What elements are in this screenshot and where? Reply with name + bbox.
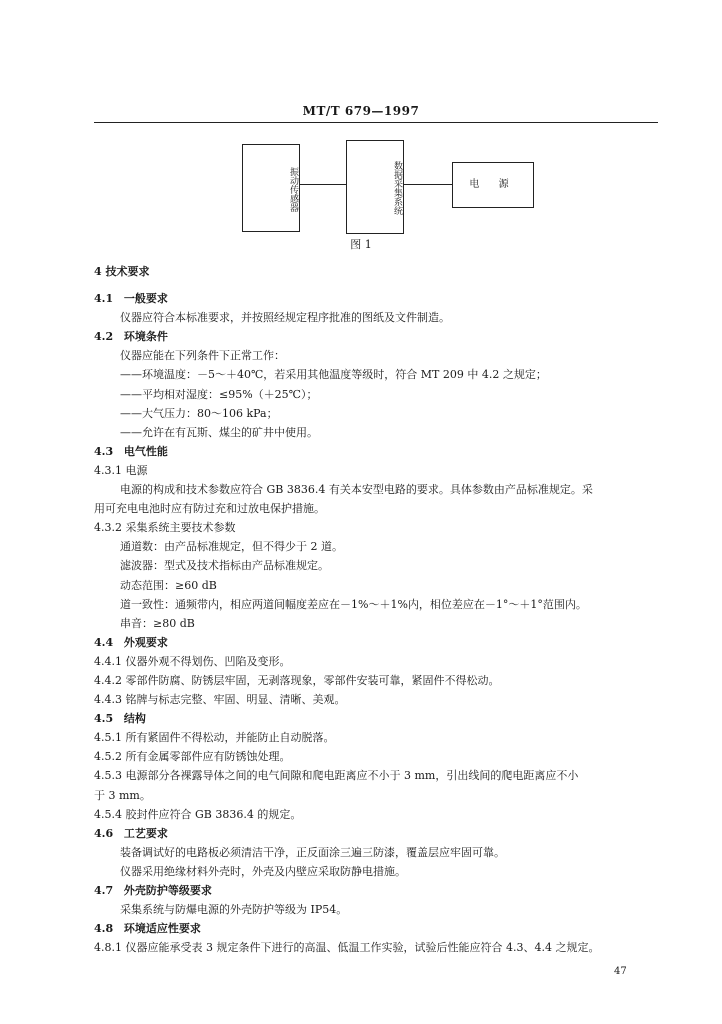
- power-box: [452, 162, 534, 208]
- s46-line2: 仪器采用绝缘材料外壳时，外壳及内壁应采取防静电措施。: [120, 864, 406, 878]
- s45-num: 4.5: [94, 712, 114, 726]
- section-4-title: 4 技术要求: [94, 265, 150, 278]
- header-code: MT/T 679—1997: [302, 104, 420, 118]
- connector-2: [404, 184, 452, 185]
- s441-text: 仪器外观不得划伤、凹陷及变形。: [125, 654, 291, 668]
- s453-num: 4.5.3: [94, 769, 122, 783]
- s47-text: 采集系统与防爆电源的外壳防护等级为 IP54。: [120, 903, 348, 917]
- s46-num: 4.6: [94, 826, 114, 840]
- s42-item: ——大气压力：80～106 kPa；: [120, 406, 278, 420]
- s43-num: 4.3: [94, 444, 114, 458]
- s432-item: 动态范围：≥60 dB: [120, 578, 217, 592]
- s41-title: 一般要求: [123, 292, 168, 306]
- s441-num: 4.4.1: [94, 654, 122, 668]
- s452-num: 4.5.2: [94, 750, 122, 764]
- s41-text: 仪器应符合本标准要求，并按照经规定程序批准的图纸及文件制造。: [120, 311, 450, 325]
- s432-item: 滤波器：型式及技术指标由产品标准规定。: [120, 559, 329, 573]
- s42-item: ——平均相对湿度：≤95%（＋25℃）；: [120, 387, 318, 401]
- s44-title: 外观要求: [123, 635, 168, 649]
- daq-box: [346, 140, 404, 234]
- s46-title: 工艺要求: [123, 826, 168, 840]
- s431-title: 电源: [125, 463, 148, 477]
- s432-item: 通道数：由产品标准规定，但不得少于 2 道。: [120, 540, 343, 554]
- power-label: 电 源: [469, 179, 517, 190]
- s443-num: 4.4.3: [94, 693, 122, 707]
- s42-item: ——允许在有瓦斯、煤尘的矿井中使用。: [120, 425, 318, 439]
- s42-num: 4.2: [94, 330, 114, 344]
- s41-num: 4.1: [94, 292, 114, 306]
- s432-title: 采集系统主要技术参数: [125, 521, 236, 535]
- s47-num: 4.7: [94, 884, 114, 897]
- s432-num: 4.3.2: [94, 521, 122, 535]
- s48-title: 环境适应性要求: [123, 922, 201, 936]
- s443-text: 铭牌与标志完整、牢固、明显、清晰、美观。: [125, 693, 346, 707]
- sensor-box: [242, 144, 300, 232]
- sensor-label: 振动传感器: [288, 166, 298, 212]
- s431-num: 4.3.1: [94, 463, 122, 477]
- s442-text: 零部件防腐、防锈层牢固，无剥落现象，零部件安装可靠，紧固件不得松动。: [125, 673, 500, 687]
- s46-line1: 装备调试好的电路板必须清洁干净，正反面涂三遍三防漆，覆盖层应牢固可靠。: [120, 845, 505, 859]
- page-number: 47: [614, 966, 627, 977]
- s451-num: 4.5.1: [94, 731, 122, 745]
- document-body: [94, 262, 662, 957]
- s431-line2: 用可充电电池时应有防过充和过放电保护措施。: [94, 502, 325, 516]
- s454-text: 胶封件应符合 GB 3836.4 的规定。: [125, 807, 302, 821]
- s481-text: 仪器应能承受表 3 规定条件下进行的高温、低温工作实验，试验后性能应符合 4.3、4.4 之规定。: [125, 941, 600, 955]
- s48-num: 4.8: [94, 922, 114, 936]
- s45-title: 结构: [123, 712, 146, 726]
- s431-line1: 电源的构成和技术参数应符合 GB 3836.4 有关本安型电路的要求。具体参数由产品标准规定。采: [120, 483, 593, 497]
- s453-line1: 电源部分各裸露导体之间的电气间隙和爬电距离应不小于 3 mm，引出线间的爬电距离应不小: [125, 769, 579, 783]
- s454-num: 4.5.4: [94, 807, 122, 821]
- connector-1: [300, 184, 346, 185]
- block-diagram: [236, 138, 536, 252]
- s452-text: 所有金属零部件应有防锈蚀处理。: [125, 750, 291, 764]
- s42-intro: 仪器应能在下列条件下正常工作：: [120, 349, 285, 363]
- s453-line2: 于 3 mm。: [94, 788, 151, 802]
- s42-item: ——环境温度：－5～＋40℃，若采用其他温度等级时，符合 MT 209 中 4.2 之规定；: [120, 368, 547, 382]
- s47-title: 外壳防护等级要求: [123, 884, 212, 897]
- s432-item: 道一致性：通频带内，相应两道间幅度差应在－1%～＋1%内，相位差应在－1°～＋1°范围内。: [120, 597, 587, 611]
- figure-caption: 图 1: [350, 238, 372, 251]
- s43-title: 电气性能: [123, 444, 168, 458]
- header-rule: [94, 122, 658, 123]
- daq-label: 数据采集系统: [392, 161, 402, 215]
- s442-num: 4.4.2: [94, 673, 122, 687]
- s481-num: 4.8.1: [94, 941, 122, 955]
- s44-num: 4.4: [94, 635, 114, 649]
- s42-title: 环境条件: [123, 330, 168, 344]
- s451-text: 所有紧固件不得松动，并能防止自动脱落。: [125, 731, 335, 745]
- s432-item: 串音：≥80 dB: [120, 616, 195, 630]
